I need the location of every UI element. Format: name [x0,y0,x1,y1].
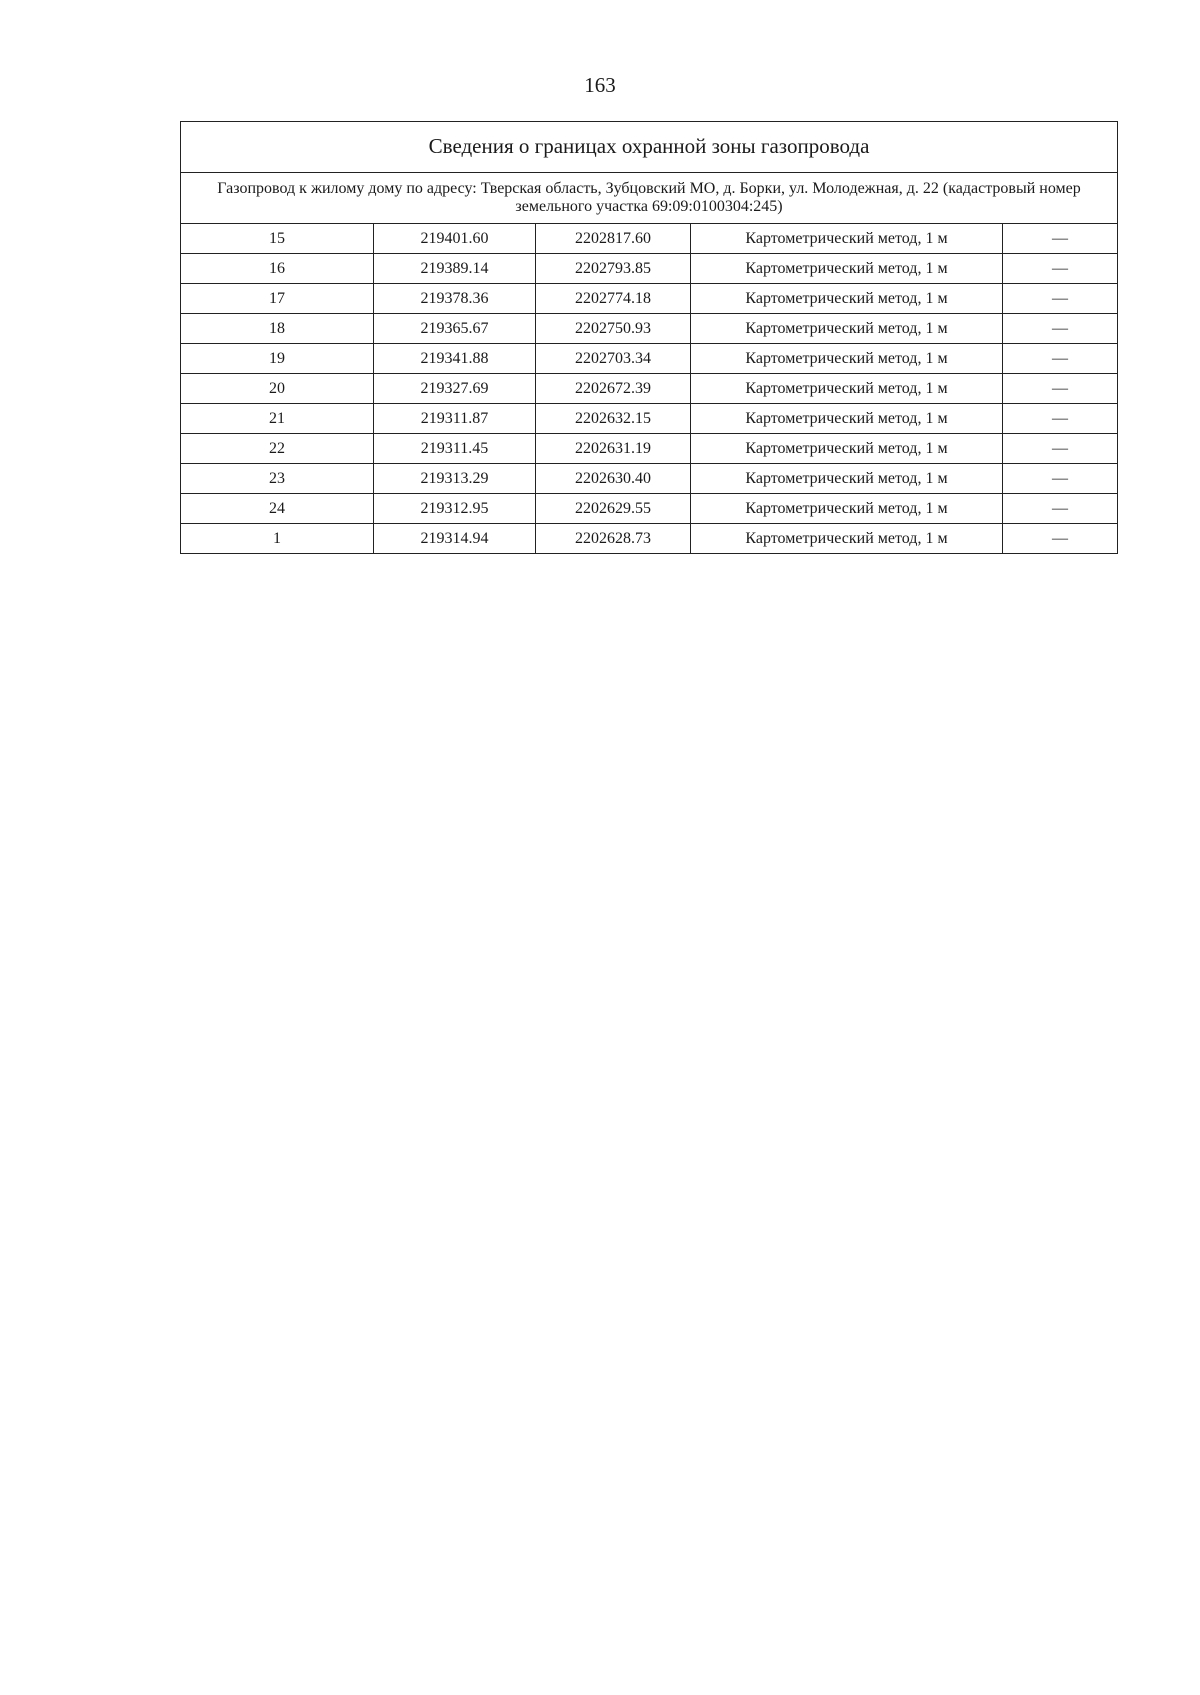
point-number-cell: 22 [181,434,374,464]
precision-cell: — [1003,344,1118,374]
x-coordinate-cell: 219313.29 [374,464,536,494]
method-cell: Картометрический метод, 1 м [691,284,1003,314]
y-coordinate-cell: 2202631.19 [536,434,691,464]
x-coordinate-cell: 219401.60 [374,224,536,254]
x-coordinate-cell: 219389.14 [374,254,536,284]
table-row [181,284,1118,314]
precision-cell: — [1003,434,1118,464]
table-row [181,494,1118,524]
method-cell: Картометрический метод, 1 м [691,344,1003,374]
y-coordinate-cell: 2202628.73 [536,524,691,554]
point-number-cell: 1 [181,524,374,554]
y-coordinate-cell: 2202774.18 [536,284,691,314]
precision-cell: — [1003,494,1118,524]
y-coordinate-cell: 2202793.85 [536,254,691,284]
x-coordinate-cell: 219314.94 [374,524,536,554]
point-number-cell: 17 [181,284,374,314]
page-number-text: 163 [584,73,616,97]
x-coordinate-cell: 219311.45 [374,434,536,464]
method-cell: Картометрический метод, 1 м [691,404,1003,434]
point-number-cell: 21 [181,404,374,434]
x-coordinate-cell: 219378.36 [374,284,536,314]
x-coordinate-cell: 219311.87 [374,404,536,434]
precision-cell: — [1003,464,1118,494]
table-row [181,404,1118,434]
table-row [181,314,1118,344]
table-row [181,464,1118,494]
protection-zone-table-container [180,121,1117,554]
table-subtitle-row [181,173,1118,224]
table-row [181,224,1118,254]
method-cell: Картометрический метод, 1 м [691,224,1003,254]
y-coordinate-cell: 2202630.40 [536,464,691,494]
y-coordinate-cell: 2202750.93 [536,314,691,344]
method-cell: Картометрический метод, 1 м [691,494,1003,524]
point-number-cell: 20 [181,374,374,404]
point-number-cell: 16 [181,254,374,284]
table-row [181,524,1118,554]
precision-cell: — [1003,374,1118,404]
x-coordinate-cell: 219312.95 [374,494,536,524]
method-cell: Картометрический метод, 1 м [691,524,1003,554]
protection-zone-table [180,121,1118,554]
table-subtitle: Газопровод к жилому дому по адресу: Тверская область, Зубцовский МО, д. Борки, ул. Молодежная, д. 22 (кадастровый номер земельного участка 69:09:0100304:245) [181,173,1118,224]
method-cell: Картометрический метод, 1 м [691,374,1003,404]
precision-cell: — [1003,524,1118,554]
point-number-cell: 24 [181,494,374,524]
table-row [181,254,1118,284]
y-coordinate-cell: 2202629.55 [536,494,691,524]
method-cell: Картометрический метод, 1 м [691,254,1003,284]
y-coordinate-cell: 2202672.39 [536,374,691,404]
y-coordinate-cell: 2202632.15 [536,404,691,434]
table-title-row [181,122,1118,173]
x-coordinate-cell: 219365.67 [374,314,536,344]
y-coordinate-cell: 2202817.60 [536,224,691,254]
point-number-cell: 15 [181,224,374,254]
x-coordinate-cell: 219341.88 [374,344,536,374]
table-title: Сведения о границах охранной зоны газопровода [181,122,1118,173]
table-row [181,374,1118,404]
table-row [181,344,1118,374]
point-number-cell: 19 [181,344,374,374]
precision-cell: — [1003,254,1118,284]
precision-cell: — [1003,404,1118,434]
method-cell: Картометрический метод, 1 м [691,464,1003,494]
method-cell: Картометрический метод, 1 м [691,314,1003,344]
method-cell: Картометрический метод, 1 м [691,434,1003,464]
point-number-cell: 18 [181,314,374,344]
precision-cell: — [1003,314,1118,344]
precision-cell: — [1003,224,1118,254]
x-coordinate-cell: 219327.69 [374,374,536,404]
y-coordinate-cell: 2202703.34 [536,344,691,374]
precision-cell: — [1003,284,1118,314]
point-number-cell: 23 [181,464,374,494]
table-row [181,434,1118,464]
